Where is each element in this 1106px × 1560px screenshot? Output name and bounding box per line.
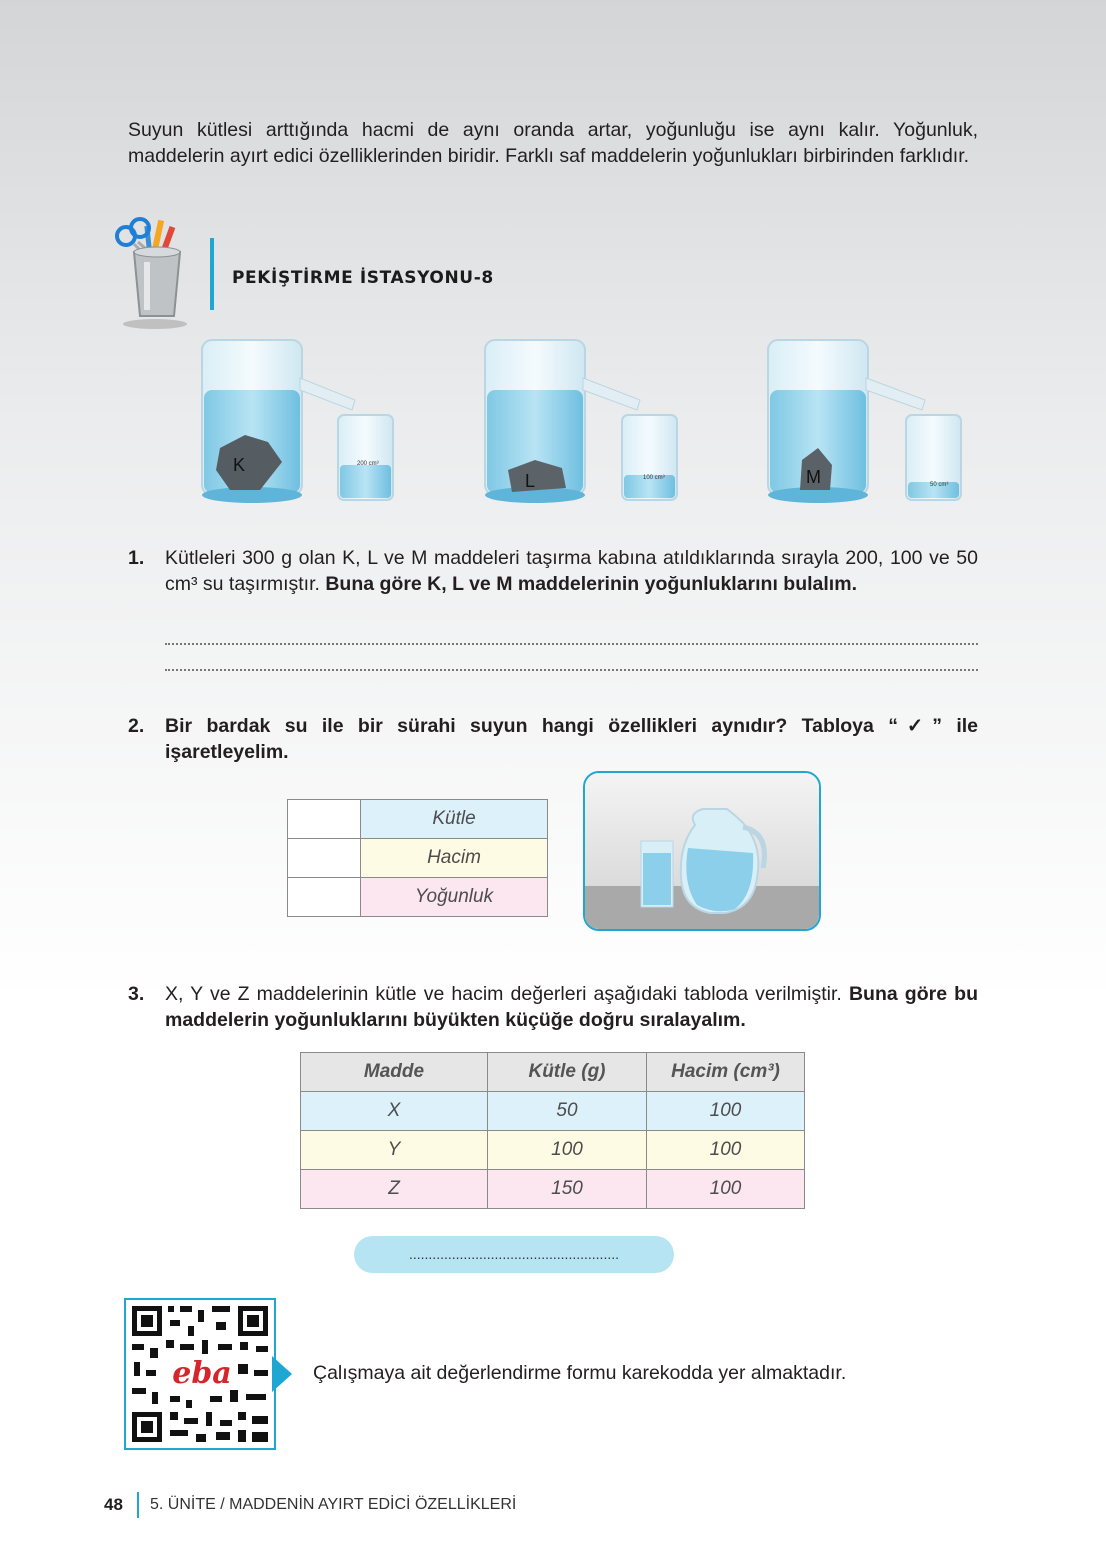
q3-answer-field[interactable]: ......................................................: [354, 1236, 674, 1273]
q2-number: 2.: [128, 715, 145, 737]
qr-code[interactable]: [124, 1298, 276, 1450]
check-cell-yogunluk[interactable]: [288, 878, 361, 917]
table-cell: 150: [488, 1170, 647, 1209]
beaker-m: [768, 340, 961, 503]
table-cell: 100: [647, 1131, 805, 1170]
column-header: Madde: [301, 1053, 488, 1092]
overflow-beakers-illustration: [190, 330, 980, 515]
intro-paragraph: Suyun kütlesi arttığında hacmi de aynı oranda artar, yoğunluğu ise aynı kalır. Yoğunluk, maddelerin ayırt edici özelliklerinden biridir. Farklı saf maddelerin yoğunlukları birbirinden farklıdır.: [128, 119, 978, 167]
footer-divider: [137, 1492, 139, 1518]
station-title: PEKİŞTİRME İSTASYONU-8: [232, 268, 494, 288]
q3-instruction: Buna göre bu maddelerin yoğunluklarını büyükten küçüğe doğru sıralayalım.: [165, 983, 978, 1031]
q1-text: Kütleleri 300 g olan K, L ve M maddeleri taşırma kabına atıldıklarında sırayla 200, 100 ve 50 cm³ su taşırmıştır. Buna göre K, L ve M maddelerinin yoğunluklarını bulalım.: [165, 547, 978, 595]
object-k-label: K: [233, 455, 246, 475]
table-row: [301, 1170, 805, 1209]
property-hacim: Hacim: [361, 839, 548, 878]
column-header: Hacim (cm³): [647, 1053, 805, 1092]
overflow-l-label: 100 cm³: [643, 475, 665, 481]
pencil-cup-icon: [110, 212, 200, 332]
qr-caption: Çalışmaya ait değerlendirme formu karekodda yer almaktadır.: [313, 1362, 847, 1384]
check-cell-kutle[interactable]: [288, 800, 361, 839]
table-cell: 50: [488, 1092, 647, 1131]
table-cell: 100: [647, 1170, 805, 1209]
q1-answer-line-2[interactable]: [165, 669, 978, 671]
overflow-k-label: 200 cm³: [357, 461, 379, 467]
page-number: 48: [104, 1495, 123, 1514]
glass-and-jug-image: [583, 771, 821, 931]
q1-answer-line-1[interactable]: [165, 643, 978, 645]
table-cell: Y: [301, 1131, 488, 1170]
q1-number: 1.: [128, 547, 145, 569]
table-cell: Z: [301, 1170, 488, 1209]
q2-text: Bir bardak su ile bir sürahi suyun hangi özellikleri aynıdır? Tabloya “✓” ile işaretleyelim.: [165, 715, 978, 763]
eba-logo: eba: [172, 1356, 232, 1391]
beaker-k: [202, 340, 393, 503]
q1-instruction: Buna göre K, L ve M maddelerinin yoğunluklarını bulalım.: [325, 573, 857, 595]
q3-number: 3.: [128, 983, 145, 1005]
object-m-label: M: [806, 467, 821, 487]
table-row: [301, 1092, 805, 1131]
table-cell: 100: [647, 1092, 805, 1131]
column-header: Kütle (g): [488, 1053, 647, 1092]
table-header-row: [301, 1053, 805, 1092]
property-kutle: Kütle: [361, 800, 548, 839]
object-l-label: L: [525, 471, 536, 491]
table-row: [288, 878, 548, 917]
table-row: [301, 1131, 805, 1170]
overflow-m-label: 50 cm³: [930, 482, 949, 488]
unit-title: 5. ÜNİTE / MADDENİN AYIRT EDİCİ ÖZELLİKLERİ: [150, 1496, 517, 1513]
table-row: [288, 839, 548, 878]
chevron-right-icon: [272, 1354, 292, 1394]
table-row: [288, 800, 548, 839]
q3-data-table: [300, 1052, 805, 1209]
table-cell: X: [301, 1092, 488, 1131]
q3-text: X, Y ve Z maddelerinin kütle ve hacim değerleri aşağıdaki tabloda verilmiştir. Buna göre bu maddelerin yoğunluklarını büyükten küçüğe doğru sıralayalım.: [165, 983, 978, 1031]
property-yogunluk: Yoğunluk: [361, 878, 548, 917]
check-cell-hacim[interactable]: [288, 839, 361, 878]
station-accent-bar: [210, 238, 214, 310]
q2-checklist-table: [287, 799, 548, 917]
table-cell: 100: [488, 1131, 647, 1170]
